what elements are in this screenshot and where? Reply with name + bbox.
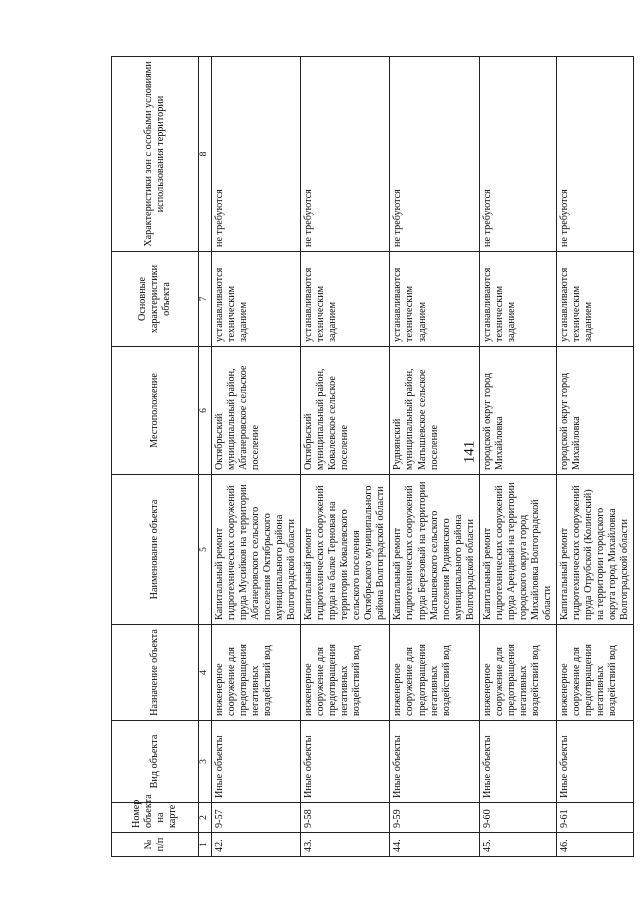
column-number: 6: [199, 347, 212, 475]
object-characteristics: устанавливаются техническим заданием: [212, 252, 301, 347]
object-name: Капитальный ремонт гидротехнических сооружений пруда Мусийков на территории Абганеровского сельского поселения Октябрьского муниципального района Волгоградской области: [212, 475, 301, 625]
header-cell: № п/п: [112, 833, 199, 857]
row-number: 44.: [390, 833, 479, 857]
row-number: 46.: [556, 833, 633, 857]
object-name: Капитальный ремонт гидротехнических сооружений пруда Арендный на территории городского округа город Михайловка Волгоградской области: [479, 475, 556, 625]
column-number: 3: [199, 721, 212, 803]
object-purpose: инженерное сооружение для предотвращения негативных воздействий вод: [301, 625, 390, 721]
object-kind: Иные объекты: [301, 721, 390, 803]
column-number: 2: [199, 803, 212, 833]
object-purpose: инженерное сооружение для предотвращения негативных воздействий вод: [479, 625, 556, 721]
object-characteristics: устанавливаются техническим заданием: [301, 252, 390, 347]
table-row: [301, 57, 390, 857]
objects-table-rotated: [111, 57, 630, 857]
object-characteristics: устанавливаются техническим заданием: [556, 252, 633, 347]
object-purpose: инженерное сооружение для предотвращения негативных воздействий вод: [390, 625, 479, 721]
object-kind: Иные объекты: [390, 721, 479, 803]
map-number: 9-59: [390, 803, 479, 833]
header-cell: Наименование объекта: [112, 475, 199, 625]
column-number-row: [199, 57, 212, 857]
map-number: 9-60: [479, 803, 556, 833]
zone-characteristics: не требуются: [556, 57, 633, 252]
table-row: [390, 57, 479, 857]
object-location: Руднянский муниципальный район, Матышевское сельское поселение: [390, 347, 479, 475]
map-number: 9-58: [301, 803, 390, 833]
object-location: Октябрьский муниципальный район, Ковалевское сельское поселение: [301, 347, 390, 475]
column-number: 4: [199, 625, 212, 721]
zone-characteristics: не требуются: [212, 57, 301, 252]
table-row: [479, 57, 556, 857]
header-cell: Характеристики зон с особыми условиями использования территории: [112, 57, 199, 252]
column-number: 7: [199, 252, 212, 347]
map-number: 9-61: [556, 803, 633, 833]
objects-table: [111, 56, 634, 857]
object-kind: Иные объекты: [212, 721, 301, 803]
object-location: городской округ город Михайловка: [556, 347, 633, 475]
table-row: [212, 57, 301, 857]
zone-characteristics: не требуются: [301, 57, 390, 252]
table-row: [556, 57, 633, 857]
header-cell: Основные характеристики объекта: [112, 252, 199, 347]
object-name: Капитальный ремонт гидротехнических сооружений пруда Отрубской (Колинский) на территории городского округа город Михайловка Волгоградской области: [556, 475, 633, 625]
object-location: городской округ город Михайловка: [479, 347, 556, 475]
object-characteristics: устанавливаются техническим заданием: [390, 252, 479, 347]
page-number: 141: [461, 440, 478, 464]
object-kind: Иные объекты: [556, 721, 633, 803]
header-cell: Номер объекта на карте: [112, 803, 199, 833]
object-purpose: инженерное сооружение для предотвращения негативных воздействий вод: [212, 625, 301, 721]
object-characteristics: устанавливаются техническим заданием: [479, 252, 556, 347]
object-purpose: инженерное сооружение для предотвращения негативных воздействий вод: [556, 625, 633, 721]
header-row: [112, 57, 199, 857]
header-cell: Местоположение: [112, 347, 199, 475]
row-number: 42.: [212, 833, 301, 857]
column-number: 1: [199, 833, 212, 857]
objects-table-wrapper: [111, 57, 630, 857]
header-cell: Вид объекта: [112, 721, 199, 803]
zone-characteristics: не требуются: [390, 57, 479, 252]
object-name: Капитальный ремонт гидротехнических сооружений пруда на балке Терновая на территории Ковалевского сельского поселения Октябрьского муниципального района Волгоградской области: [301, 475, 390, 625]
header-cell: Назначение объекта: [112, 625, 199, 721]
column-number: 8: [199, 57, 212, 252]
object-location: Октябрьский муниципальный район, Абганеровское сельское поселение: [212, 347, 301, 475]
zone-characteristics: не требуются: [479, 57, 556, 252]
object-kind: Иные объекты: [479, 721, 556, 803]
row-number: 45.: [479, 833, 556, 857]
map-number: 9-57: [212, 803, 301, 833]
column-number: 5: [199, 475, 212, 625]
row-number: 43.: [301, 833, 390, 857]
object-name: Капитальный ремонт гидротехнических сооружений пруда Березовый на территории Матышевского сельского поселения Руднянского муниципального района Волгоградской области: [390, 475, 479, 625]
